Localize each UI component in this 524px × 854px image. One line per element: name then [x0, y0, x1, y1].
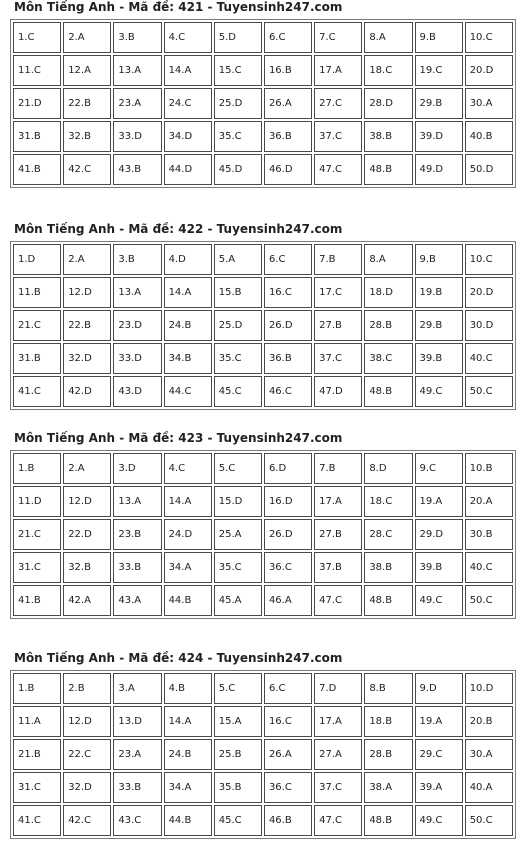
answer-cell: 20.D	[465, 277, 513, 308]
answer-cell: 16.C	[264, 706, 312, 737]
answer-cell: 9.B	[415, 22, 463, 53]
answer-cell: 35.C	[214, 121, 262, 152]
answer-cell: 19.C	[415, 55, 463, 86]
answer-cell: 27.B	[314, 519, 362, 550]
answer-cell: 29.B	[415, 88, 463, 119]
answer-cell: 34.A	[164, 552, 212, 583]
answer-cell: 31.B	[13, 343, 61, 374]
answer-cell: 10.D	[465, 673, 513, 704]
answer-cell: 15.A	[214, 706, 262, 737]
answer-cell: 47.C	[314, 585, 362, 616]
answer-cell: 5.C	[214, 453, 262, 484]
answer-cell: 29.C	[415, 739, 463, 770]
answer-cell: 6.C	[264, 22, 312, 53]
table-row	[13, 55, 513, 86]
table-row	[13, 585, 513, 616]
answer-cell: 49.D	[415, 154, 463, 185]
answer-cell: 43.A	[113, 585, 161, 616]
answer-cell: 42.C	[63, 805, 111, 836]
answer-cell: 7.D	[314, 673, 362, 704]
answer-cell: 14.A	[164, 55, 212, 86]
answer-cell: 40.C	[465, 552, 513, 583]
answer-cell: 1.B	[13, 673, 61, 704]
answer-cell: 12.D	[63, 486, 111, 517]
answer-cell: 50.C	[465, 805, 513, 836]
answer-cell: 45.D	[214, 154, 262, 185]
answer-cell: 35.C	[214, 552, 262, 583]
answer-cell: 48.B	[364, 805, 412, 836]
answer-cell: 11.C	[13, 55, 61, 86]
answer-cell: 21.C	[13, 310, 61, 341]
answer-cell: 3.D	[113, 453, 161, 484]
answer-cell: 31.C	[13, 552, 61, 583]
answer-cell: 19.A	[415, 486, 463, 517]
answer-cell: 36.C	[264, 552, 312, 583]
answer-cell: 2.A	[63, 22, 111, 53]
table-row	[13, 453, 513, 484]
answer-cell: 27.B	[314, 310, 362, 341]
answer-cell: 28.B	[364, 310, 412, 341]
answer-cell: 26.A	[264, 739, 312, 770]
answer-table	[10, 670, 516, 839]
answer-cell: 17.A	[314, 486, 362, 517]
answer-cell: 35.B	[214, 772, 262, 803]
answer-cell: 44.D	[164, 154, 212, 185]
table-row	[13, 706, 513, 737]
answer-cell: 46.D	[264, 154, 312, 185]
answer-cell: 22.C	[63, 739, 111, 770]
answer-cell: 13.A	[113, 486, 161, 517]
answer-cell: 26.D	[264, 310, 312, 341]
answer-cell: 18.C	[364, 486, 412, 517]
answer-cell: 37.C	[314, 772, 362, 803]
answer-cell: 6.C	[264, 244, 312, 275]
answer-cell: 28.D	[364, 88, 412, 119]
answer-cell: 12.D	[63, 277, 111, 308]
answer-cell: 18.C	[364, 55, 412, 86]
answer-cell: 44.C	[164, 376, 212, 407]
answer-cell: 41.B	[13, 585, 61, 616]
table-row	[13, 88, 513, 119]
answer-cell: 36.C	[264, 772, 312, 803]
answer-table	[10, 19, 516, 188]
answer-cell: 20.B	[465, 706, 513, 737]
answer-table	[10, 241, 516, 410]
answer-cell: 42.D	[63, 376, 111, 407]
answer-cell: 8.B	[364, 673, 412, 704]
answer-cell: 6.C	[264, 673, 312, 704]
answer-cell: 32.D	[63, 772, 111, 803]
answer-cell: 3.B	[113, 244, 161, 275]
answer-cell: 14.A	[164, 277, 212, 308]
answer-cell: 4.B	[164, 673, 212, 704]
table-row	[13, 376, 513, 407]
answer-cell: 26.D	[264, 519, 312, 550]
answer-cell: 10.B	[465, 453, 513, 484]
answer-cell: 7.B	[314, 244, 362, 275]
answer-cell: 22.D	[63, 519, 111, 550]
answer-cell: 11.A	[13, 706, 61, 737]
answer-cell: 17.A	[314, 706, 362, 737]
answer-cell: 50.C	[465, 585, 513, 616]
answer-cell: 13.A	[113, 55, 161, 86]
answer-section-421	[10, 0, 518, 188]
answer-cell: 44.B	[164, 585, 212, 616]
answer-cell: 23.D	[113, 310, 161, 341]
answer-cell: 39.B	[415, 343, 463, 374]
table-row	[13, 739, 513, 770]
table-row	[13, 805, 513, 836]
answer-cell: 13.A	[113, 277, 161, 308]
answer-cell: 22.B	[63, 88, 111, 119]
answer-cell: 17.C	[314, 277, 362, 308]
answer-section-422	[10, 222, 518, 410]
answer-cell: 49.C	[415, 805, 463, 836]
answer-cell: 41.B	[13, 154, 61, 185]
answer-cell: 35.C	[214, 343, 262, 374]
table-row	[13, 277, 513, 308]
table-row	[13, 673, 513, 704]
answer-cell: 28.B	[364, 739, 412, 770]
answer-cell: 1.D	[13, 244, 61, 275]
answer-cell: 36.B	[264, 343, 312, 374]
answer-cell: 40.C	[465, 343, 513, 374]
answer-cell: 1.C	[13, 22, 61, 53]
answer-cell: 46.B	[264, 805, 312, 836]
answer-cell: 27.C	[314, 88, 362, 119]
answer-cell: 23.A	[113, 88, 161, 119]
answer-cell: 44.B	[164, 805, 212, 836]
table-row	[13, 772, 513, 803]
answer-cell: 25.D	[214, 310, 262, 341]
answer-cell: 4.C	[164, 22, 212, 53]
answer-cell: 16.B	[264, 55, 312, 86]
answer-cell: 12.D	[63, 706, 111, 737]
answer-cell: 15.C	[214, 55, 262, 86]
answer-cell: 23.B	[113, 519, 161, 550]
answer-section-423	[10, 431, 518, 619]
answer-cell: 15.B	[214, 277, 262, 308]
answer-cell: 45.C	[214, 805, 262, 836]
section-title: Môn Tiếng Anh - Mã đề: 423 - Tuyensinh247.com	[14, 431, 343, 445]
answer-cell: 8.D	[364, 453, 412, 484]
answer-cell: 16.D	[264, 486, 312, 517]
answer-cell: 27.A	[314, 739, 362, 770]
answer-cell: 6.D	[264, 453, 312, 484]
answer-cell: 49.C	[415, 585, 463, 616]
table-row	[13, 22, 513, 53]
answer-cell: 5.D	[214, 22, 262, 53]
answer-cell: 9.C	[415, 453, 463, 484]
answer-cell: 33.B	[113, 772, 161, 803]
answer-cell: 25.D	[214, 88, 262, 119]
answer-cell: 10.C	[465, 244, 513, 275]
answer-cell: 22.B	[63, 310, 111, 341]
answer-cell: 9.B	[415, 244, 463, 275]
answer-cell: 46.C	[264, 376, 312, 407]
answer-cell: 41.C	[13, 805, 61, 836]
answer-cell: 17.A	[314, 55, 362, 86]
answer-cell: 33.B	[113, 552, 161, 583]
answer-cell: 32.D	[63, 343, 111, 374]
answer-cell: 21.C	[13, 519, 61, 550]
answer-cell: 42.C	[63, 154, 111, 185]
answer-cell: 39.D	[415, 121, 463, 152]
answer-cell: 18.B	[364, 706, 412, 737]
answer-cell: 33.D	[113, 343, 161, 374]
answer-cell: 20.D	[465, 55, 513, 86]
answer-cell: 37.C	[314, 121, 362, 152]
table-row	[13, 519, 513, 550]
answer-cell: 10.C	[465, 22, 513, 53]
answer-cell: 5.A	[214, 244, 262, 275]
answer-cell: 48.B	[364, 376, 412, 407]
answer-cell: 33.D	[113, 121, 161, 152]
answer-cell: 45.A	[214, 585, 262, 616]
answer-cell: 25.A	[214, 519, 262, 550]
answer-cell: 24.B	[164, 739, 212, 770]
answer-cell: 34.A	[164, 772, 212, 803]
answer-cell: 30.A	[465, 88, 513, 119]
answer-cell: 23.A	[113, 739, 161, 770]
answer-cell: 28.C	[364, 519, 412, 550]
answer-cell: 18.D	[364, 277, 412, 308]
answer-cell: 38.C	[364, 343, 412, 374]
answer-cell: 43.D	[113, 376, 161, 407]
answer-cell: 3.B	[113, 22, 161, 53]
answer-cell: 29.D	[415, 519, 463, 550]
answer-cell: 2.B	[63, 673, 111, 704]
answer-cell: 7.B	[314, 453, 362, 484]
answer-cell: 4.C	[164, 453, 212, 484]
answer-cell: 30.B	[465, 519, 513, 550]
answer-cell: 32.B	[63, 121, 111, 152]
table-row	[13, 310, 513, 341]
answer-cell: 19.B	[415, 277, 463, 308]
answer-cell: 38.A	[364, 772, 412, 803]
answer-cell: 19.A	[415, 706, 463, 737]
answer-cell: 39.B	[415, 552, 463, 583]
answer-cell: 39.A	[415, 772, 463, 803]
answer-cell: 38.B	[364, 121, 412, 152]
answer-cell: 34.D	[164, 121, 212, 152]
answer-cell: 21.B	[13, 739, 61, 770]
answer-cell: 26.A	[264, 88, 312, 119]
answer-cell: 11.B	[13, 277, 61, 308]
table-row	[13, 552, 513, 583]
answer-cell: 13.D	[113, 706, 161, 737]
answer-cell: 37.B	[314, 552, 362, 583]
answer-cell: 42.A	[63, 585, 111, 616]
answer-cell: 20.A	[465, 486, 513, 517]
answer-cell: 3.A	[113, 673, 161, 704]
answer-cell: 11.D	[13, 486, 61, 517]
answer-cell: 24.C	[164, 88, 212, 119]
answer-cell: 48.B	[364, 154, 412, 185]
answer-cell: 46.A	[264, 585, 312, 616]
answer-cell: 40.A	[465, 772, 513, 803]
answer-cell: 48.B	[364, 585, 412, 616]
answer-cell: 41.C	[13, 376, 61, 407]
answer-table	[10, 450, 516, 619]
answer-cell: 30.D	[465, 310, 513, 341]
answer-cell: 14.A	[164, 486, 212, 517]
answer-cell: 50.C	[465, 376, 513, 407]
answer-cell: 36.B	[264, 121, 312, 152]
answer-cell: 30.A	[465, 739, 513, 770]
answer-cell: 47.C	[314, 805, 362, 836]
answer-cell: 16.C	[264, 277, 312, 308]
table-row	[13, 121, 513, 152]
section-title: Môn Tiếng Anh - Mã đề: 422 - Tuyensinh247.com	[14, 222, 343, 236]
answer-cell: 40.B	[465, 121, 513, 152]
table-row	[13, 343, 513, 374]
answer-cell: 43.C	[113, 805, 161, 836]
table-row	[13, 244, 513, 275]
answer-cell: 2.A	[63, 453, 111, 484]
table-row	[13, 486, 513, 517]
answer-section-424	[10, 651, 518, 839]
answer-cell: 9.D	[415, 673, 463, 704]
answer-cell: 25.B	[214, 739, 262, 770]
section-title: Môn Tiếng Anh - Mã đề: 421 - Tuyensinh247.com	[14, 0, 343, 14]
answer-cell: 49.C	[415, 376, 463, 407]
answer-cell: 5.C	[214, 673, 262, 704]
answer-cell: 32.B	[63, 552, 111, 583]
answer-cell: 8.A	[364, 244, 412, 275]
answer-cell: 2.A	[63, 244, 111, 275]
answer-cell: 45.C	[214, 376, 262, 407]
answer-cell: 31.C	[13, 772, 61, 803]
table-row	[13, 154, 513, 185]
answer-cell: 34.B	[164, 343, 212, 374]
answer-cell: 29.B	[415, 310, 463, 341]
answer-cell: 4.D	[164, 244, 212, 275]
answer-cell: 8.A	[364, 22, 412, 53]
answer-cell: 7.C	[314, 22, 362, 53]
answer-cell: 31.B	[13, 121, 61, 152]
answer-cell: 24.B	[164, 310, 212, 341]
answer-cell: 38.B	[364, 552, 412, 583]
answer-cell: 21.D	[13, 88, 61, 119]
answer-cell: 43.B	[113, 154, 161, 185]
answer-cell: 15.D	[214, 486, 262, 517]
answer-cell: 50.D	[465, 154, 513, 185]
section-title: Môn Tiếng Anh - Mã đề: 424 - Tuyensinh247.com	[14, 651, 343, 665]
answer-cell: 12.A	[63, 55, 111, 86]
answer-cell: 37.C	[314, 343, 362, 374]
answer-cell: 14.A	[164, 706, 212, 737]
answer-cell: 1.B	[13, 453, 61, 484]
answer-cell: 47.C	[314, 154, 362, 185]
answer-cell: 24.D	[164, 519, 212, 550]
answer-cell: 47.D	[314, 376, 362, 407]
